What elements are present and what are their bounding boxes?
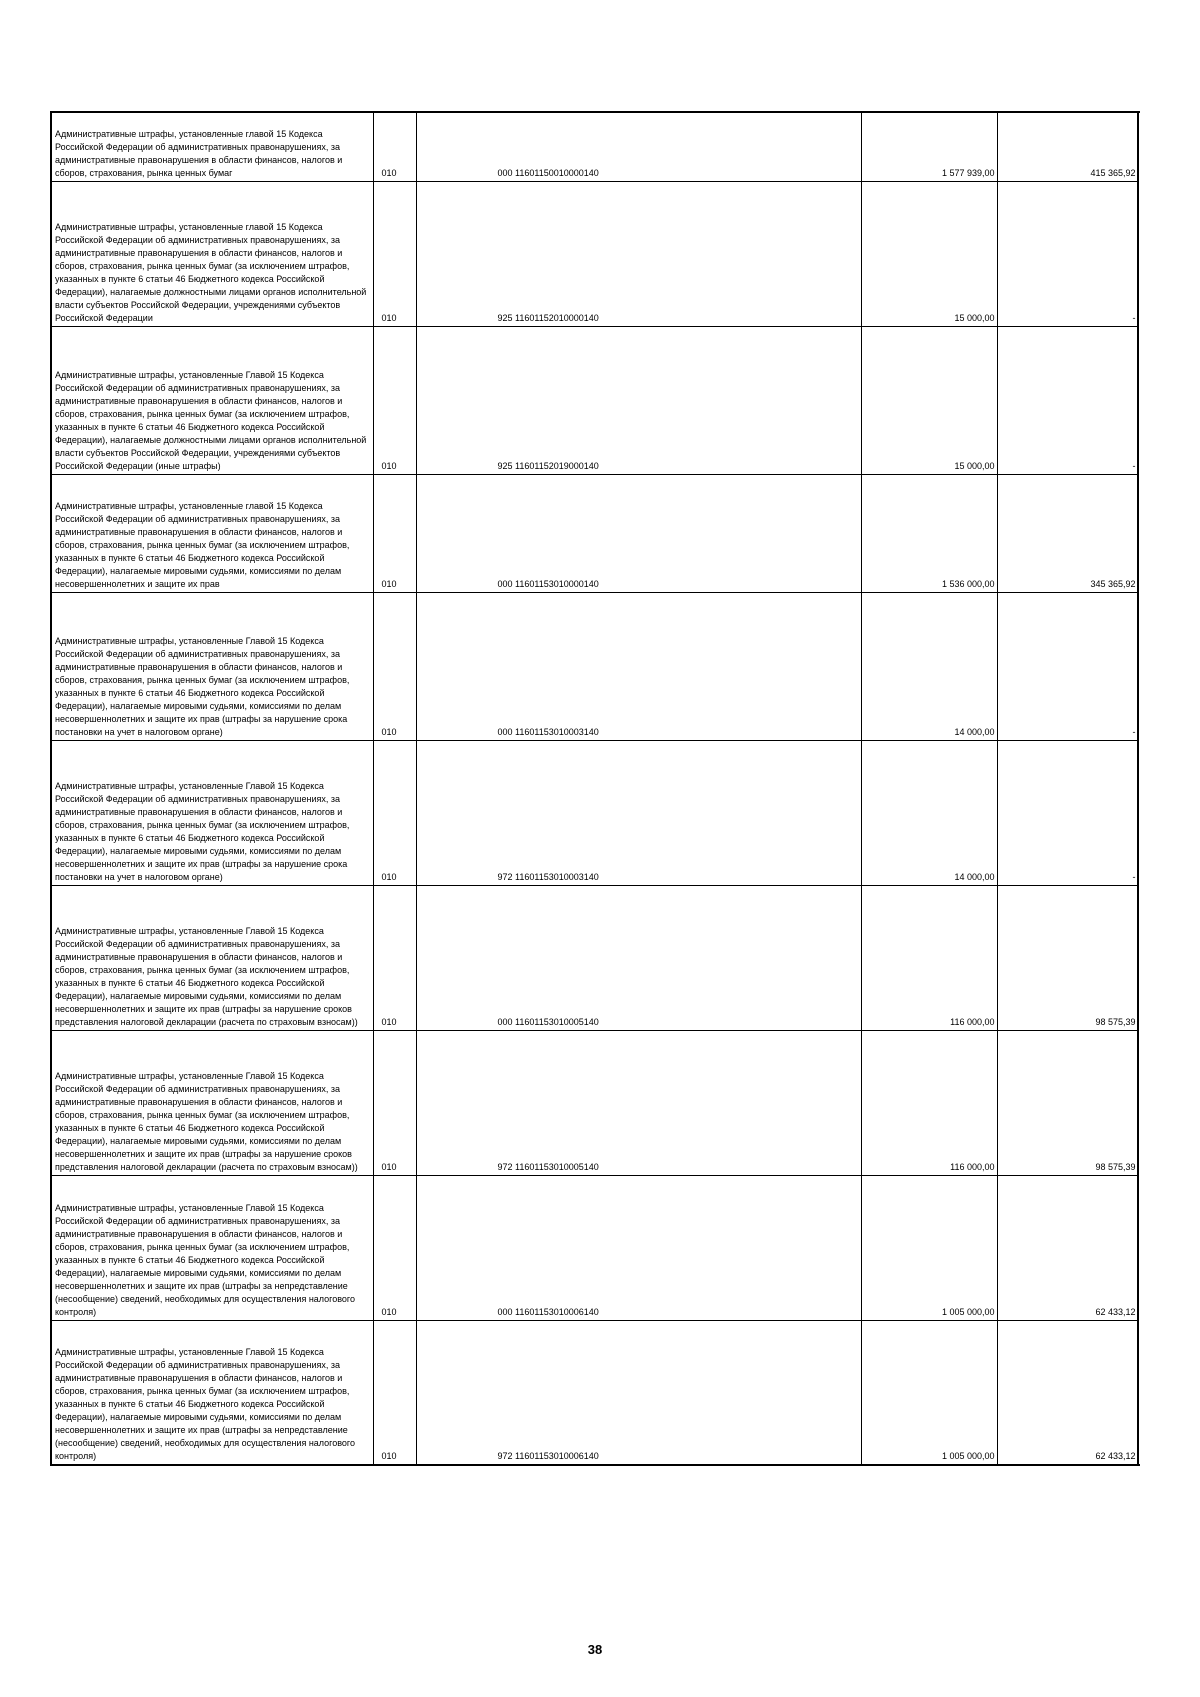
income-code-cell: 925 11601152010000140	[416, 181, 861, 326]
income-code-cell: 000 11601153010005140	[416, 885, 861, 1030]
line-code-cell: 010	[373, 326, 416, 474]
line-code-cell: 010	[373, 1030, 416, 1175]
executed-amount-cell: 345 365,92	[997, 474, 1138, 592]
executed-amount-cell: 98 575,39	[997, 1030, 1138, 1175]
income-code-cell: 000 11601153010006140	[416, 1175, 861, 1320]
table-row	[51, 1030, 1138, 1175]
description-cell: Административные штрафы, установленные Главой 15 Кодекса Российской Федерации об административных правонарушениях, за административные правонарушения в области финансов, налогов и сборов, страхования, рынка ценных бумаг (за исключением штрафов, указанных в пункте 6 статьи 46 Бюджетного кодекса Российской Федерации), налагаемые мировыми судьями, комиссиями по делам несовершеннолетних и защите их прав (штрафы за непредставление (несообщение) сведений, необходимых для осуществления налогового контроля)	[51, 1175, 373, 1320]
income-table-body	[51, 112, 1138, 1465]
description-cell: Административные штрафы, установленные Главой 15 Кодекса Российской Федерации об административных правонарушениях, за административные правонарушения в области финансов, налогов и сборов, страхования, рынка ценных бумаг (за исключением штрафов, указанных в пункте 6 статьи 46 Бюджетного кодекса Российской Федерации), налагаемые мировыми судьями, комиссиями по делам несовершеннолетних и защите их прав (штрафы за непредставление (несообщение) сведений, необходимых для осуществления налогового контроля)	[51, 1320, 373, 1465]
line-code-cell: 010	[373, 592, 416, 740]
line-code-cell: 010	[373, 885, 416, 1030]
approved-amount-cell: 15 000,00	[861, 326, 997, 474]
approved-amount-cell: 1 536 000,00	[861, 474, 997, 592]
approved-amount-cell: 14 000,00	[861, 740, 997, 885]
executed-amount-cell: -	[997, 326, 1138, 474]
income-code-cell: 972 11601153010005140	[416, 1030, 861, 1175]
approved-amount-cell: 1 577 939,00	[861, 112, 997, 181]
page-number: 38	[587, 1642, 603, 1657]
description-cell: Административные штрафы, установленные Главой 15 Кодекса Российской Федерации об административных правонарушениях, за административные правонарушения в области финансов, налогов и сборов, страхования, рынка ценных бумаг (за исключением штрафов, указанных в пункте 6 статьи 46 Бюджетного кодекса Российской Федерации), налагаемые мировыми судьями, комиссиями по делам несовершеннолетних и защите их прав (штрафы за нарушение срока постановки на учет в налоговом органе)	[51, 592, 373, 740]
description-cell: Административные штрафы, установленные главой 15 Кодекса Российской Федерации об административных правонарушениях, за административные правонарушения в области финансов, налогов и сборов, страхования, рынка ценных бумаг (за исключением штрафов, указанных в пункте 6 статьи 46 Бюджетного кодекса Российской Федерации), налагаемые должностными лицами органов исполнительной власти субъектов Российской Федерации, учреждениями субъектов Российской Федерации	[51, 181, 373, 326]
approved-amount-cell: 15 000,00	[861, 181, 997, 326]
income-code-cell: 000 11601153010000140	[416, 474, 861, 592]
table-row	[51, 474, 1138, 592]
description-cell: Административные штрафы, установленные главой 15 Кодекса Российской Федерации об административных правонарушениях, за административные правонарушения в области финансов, налогов и сборов, страхования, рынка ценных бумаг (за исключением штрафов, указанных в пункте 6 статьи 46 Бюджетного кодекса Российской Федерации), налагаемые мировыми судьями, комиссиями по делам несовершеннолетних и защите их прав	[51, 474, 373, 592]
description-cell: Административные штрафы, установленные главой 15 Кодекса Российской Федерации об административных правонарушениях, за административные правонарушения в области финансов, налогов и сборов, страхования, рынка ценных бумаг	[51, 112, 373, 181]
table-row	[51, 885, 1138, 1030]
approved-amount-cell: 1 005 000,00	[861, 1320, 997, 1465]
executed-amount-cell: -	[997, 181, 1138, 326]
description-cell: Административные штрафы, установленные Главой 15 Кодекса Российской Федерации об административных правонарушениях, за административные правонарушения в области финансов, налогов и сборов, страхования, рынка ценных бумаг (за исключением штрафов, указанных в пункте 6 статьи 46 Бюджетного кодекса Российской Федерации), налагаемые мировыми судьями, комиссиями по делам несовершеннолетних и защите их прав (штрафы за нарушение срока постановки на учет в налоговом органе)	[51, 740, 373, 885]
approved-amount-cell: 116 000,00	[861, 1030, 997, 1175]
income-code-cell: 925 11601152019000140	[416, 326, 861, 474]
table-row	[51, 181, 1138, 326]
approved-amount-cell: 14 000,00	[861, 592, 997, 740]
table-row	[51, 1175, 1138, 1320]
table-row	[51, 112, 1138, 181]
executed-amount-cell: -	[997, 740, 1138, 885]
income-code-cell: 000 11601150010000140	[416, 112, 861, 181]
approved-amount-cell: 116 000,00	[861, 885, 997, 1030]
description-cell: Административные штрафы, установленные Главой 15 Кодекса Российской Федерации об административных правонарушениях, за административные правонарушения в области финансов, налогов и сборов, страхования, рынка ценных бумаг (за исключением штрафов, указанных в пункте 6 статьи 46 Бюджетного кодекса Российской Федерации), налагаемые мировыми судьями, комиссиями по делам несовершеннолетних и защите их прав (штрафы за нарушение сроков представления налоговой декларации (расчета по страховым взносам))	[51, 1030, 373, 1175]
income-code-cell: 000 11601153010003140	[416, 592, 861, 740]
line-code-cell: 010	[373, 1175, 416, 1320]
table-row	[51, 326, 1138, 474]
description-cell: Административные штрафы, установленные Главой 15 Кодекса Российской Федерации об административных правонарушениях, за административные правонарушения в области финансов, налогов и сборов, страхования, рынка ценных бумаг (за исключением штрафов, указанных в пункте 6 статьи 46 Бюджетного кодекса Российской Федерации), налагаемые мировыми судьями, комиссиями по делам несовершеннолетних и защите их прав (штрафы за нарушение сроков представления налоговой декларации (расчета по страховым взносам))	[51, 885, 373, 1030]
executed-amount-cell: 62 433,12	[997, 1320, 1138, 1465]
executed-amount-cell: 98 575,39	[997, 885, 1138, 1030]
line-code-cell: 010	[373, 474, 416, 592]
table-row	[51, 592, 1138, 740]
income-code-cell: 972 11601153010003140	[416, 740, 861, 885]
approved-amount-cell: 1 005 000,00	[861, 1175, 997, 1320]
line-code-cell: 010	[373, 181, 416, 326]
executed-amount-cell: 415 365,92	[997, 112, 1138, 181]
table-row	[51, 740, 1138, 885]
line-code-cell: 010	[373, 112, 416, 181]
description-cell: Административные штрафы, установленные Главой 15 Кодекса Российской Федерации об административных правонарушениях, за административные правонарушения в области финансов, налогов и сборов, страхования, рынка ценных бумаг (за исключением штрафов, указанных в пункте 6 статьи 46 Бюджетного кодекса Российской Федерации), налагаемые должностными лицами органов исполнительной власти субъектов Российской Федерации, учреждениями субъектов Российской Федерации (иные штрафы)	[51, 326, 373, 474]
executed-amount-cell: 62 433,12	[997, 1175, 1138, 1320]
line-code-cell: 010	[373, 1320, 416, 1465]
line-code-cell: 010	[373, 740, 416, 885]
table-row	[51, 1320, 1138, 1465]
income-table	[50, 111, 1139, 1466]
executed-amount-cell: -	[997, 592, 1138, 740]
income-code-cell: 972 11601153010006140	[416, 1320, 861, 1465]
